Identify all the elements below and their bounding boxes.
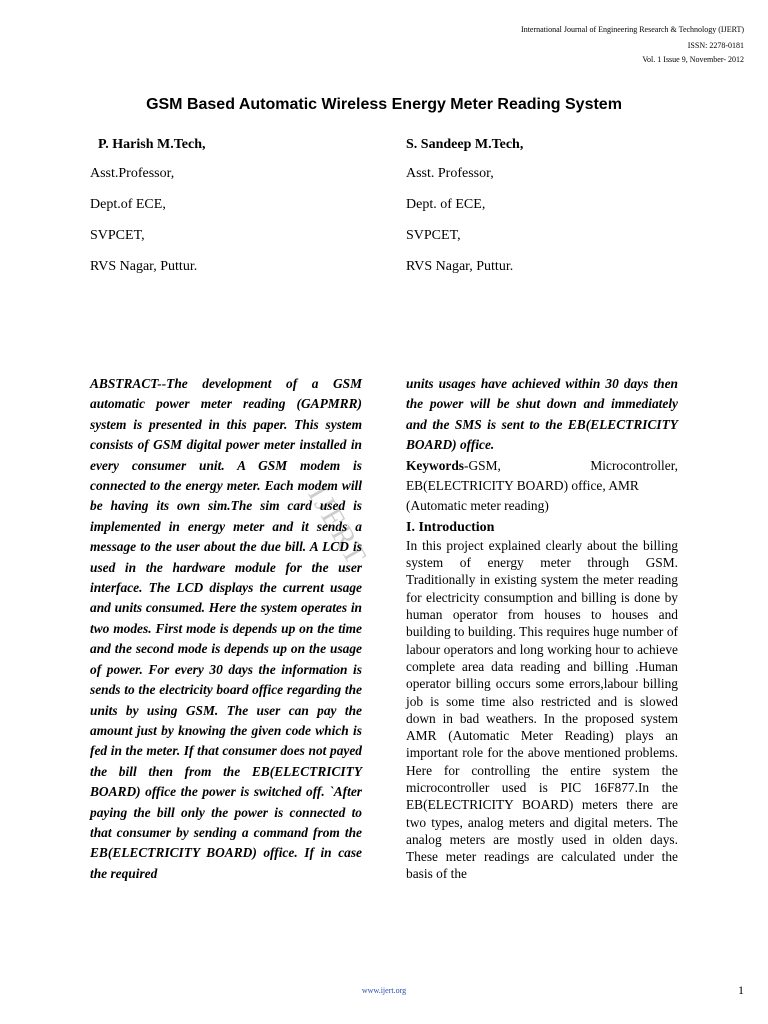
author-institution: SVPCET, <box>90 228 145 243</box>
paper-title: GSM Based Automatic Wireless Energy Meter Reading System <box>146 96 622 113</box>
author-block-left <box>90 136 390 274</box>
author-institution: SVPCET, <box>406 228 461 243</box>
issn: ISSN: 2278-0181 <box>687 41 744 50</box>
ijert-watermark: IJERT <box>301 480 374 572</box>
volume-issue: Vol. 1 Issue 9, November- 2012 <box>642 55 744 64</box>
author-location: RVS Nagar, Puttur. <box>90 259 198 274</box>
author-department: Dept.of ECE, <box>90 197 166 212</box>
author-name: P. Harish M.Tech, <box>98 137 206 152</box>
keywords-list: -GSM, Microcontroller, EB(ELECTRICITY BOARD) office, AMR <box>406 457 678 494</box>
footer-url-link[interactable]: www.ijert.org <box>361 986 407 995</box>
introduction-body: In this project explained clearly about the billing system of energy meter through GSM. Traditionally in existing system the meter reading for electricity consumption and billing is done by human operator from houses to houses and building to building. This requires huge number of labour operators and long working hour to achieve complete area data reading and billing .Human operator billing occurs some errors,labour billing job is some time also restricted and is slowed down in bad weathers. In the proposed system AMR (Automatic Meter Reading) plays an important role for the above mentioned problems. Here for controlling the entire system the microcontroller used is PIC 16F877.In the EB(ELECTRICITY BOARD) meters there are two types, analog meters and digital meters. The analog meters are mostly used in olden days. These meter readings are calculated under the basis of the <box>406 537 678 882</box>
author-location: RVS Nagar, Puttur. <box>406 259 514 274</box>
section-heading-introduction: I. Introduction <box>406 519 495 535</box>
keywords-label: Keywords <box>406 457 465 473</box>
abstract-column <box>90 374 362 884</box>
right-column <box>406 374 678 883</box>
abstract-text: ABSTRACT--The development of a GSM automatic power meter reading (GAPMRR) system is presented in this paper. This system consists of GSM digital power meter installed in every consumer unit. A GSM modem is connected to the energy meter. Each modem will be having its own sim.The sim card used is implemented in energy meter and it sends a message to the user about the due bill. A LCD is used in the hardware module for the user interface. The LCD displays the current usage and units consumed. Here the system operates in two modes. First mode is depends up on the time and the second mode is depends up on the usage of power. For every 30 days the information is sends to the electricity board office regarding the units by using GSM. The user can pay the amount just by knowing the given code which is fed in the meter. If that consumer does not payed the bill then from the EB(ELECTRICITY BOARD) office the power is switched off. `After paying the bill only the power is connected to that consumer by sending a command from the EB(ELECTRICITY BOARD) office. If in case the required <box>90 376 362 881</box>
journal-name: International Journal of Engineering Research & Technology (IJERT) <box>521 25 744 34</box>
author-name: S. Sandeep M.Tech, <box>406 137 524 152</box>
keywords-list-cont: (Automatic meter reading) <box>406 498 549 514</box>
author-department: Dept. of ECE, <box>406 197 486 212</box>
author-block-right <box>406 136 706 274</box>
page-number: 1 <box>738 983 744 997</box>
author-title: Asst. Professor, <box>406 166 494 181</box>
author-title: Asst.Professor, <box>90 166 175 181</box>
keywords <box>406 456 678 517</box>
abstract-continued: units usages have achieved within 30 days then the power will be shut down and immediately and the SMS is sent to the EB(ELECTRICITY BOARD) office. <box>406 376 678 453</box>
